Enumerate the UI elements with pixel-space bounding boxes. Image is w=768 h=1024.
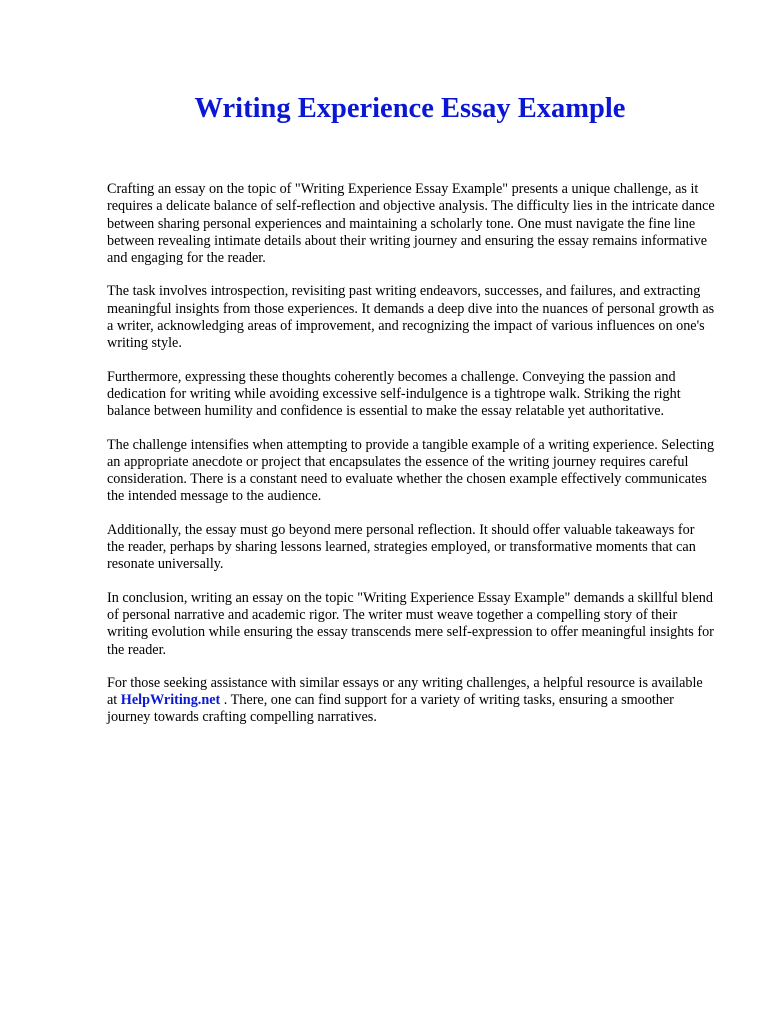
paragraph-4: The challenge intensifies when attempting to provide a tangible example of a writing experience. Selecting an appropriate anecdote or project that encapsulates the essence of the writing journey requires careful consideration. There is a constant need to evaluate whether the chosen example effectively communicates the intended message to the audience.	[107, 436, 715, 505]
paragraph-2: The task involves introspection, revisiting past writing endeavors, successes, and failures, and extracting meaningful insights from those experiences. It demands a deep dive into the nuances of personal growth as a writer, acknowledging areas of improvement, and recognizing the impact of various influences on one's writing style.	[107, 283, 715, 352]
paragraph-5: Additionally, the essay must go beyond mere personal reflection. It should offer valuable takeaways for the reader, perhaps by sharing lessons learned, strategies employed, or transformative moments that can resonate universally.	[107, 521, 696, 573]
paragraph-7	[107, 675, 715, 727]
paragraph-1: Crafting an essay on the topic of "Writing Experience Essay Example" presents a unique challenge, as it requires a delicate balance of self-reflection and objective analysis. The difficulty lies in the intricate dance between sharing personal experiences and maintaining a scholarly tone. One must navigate the fine line between revealing intimate details about their writing journey and ensuring the essay remains informative and engaging for the reader.	[107, 181, 715, 267]
helpwriting-link[interactable]: HelpWriting.net	[120, 692, 221, 709]
paragraph-3: Furthermore, expressing these thoughts coherently becomes a challenge. Conveying the passion and dedication for writing while avoiding excessive self-indulgence is a tightrope walk. Striking the right balance between humility and confidence is essential to make the essay relatable yet authoritative.	[107, 368, 681, 420]
page-title: Writing Experience Essay Example	[194, 93, 626, 124]
paragraph-6: In conclusion, writing an essay on the topic "Writing Experience Essay Example" demands a skillful blend of personal narrative and academic rigor. The writer must weave together a compelling story of their writing evolution while ensuring the essay transcends mere self-expression to offer meaningful insights for the reader.	[107, 589, 714, 658]
essay-body	[107, 181, 715, 743]
paragraph-7-trail-text: . There, one can find support for a variety of writing tasks, ensuring a smoother journey towards crafting compelling narratives.	[107, 692, 674, 726]
paragraph-7-lead-text: For those seeking assistance with similar essays or any writing challenges, a helpful resource is available at	[107, 674, 703, 709]
